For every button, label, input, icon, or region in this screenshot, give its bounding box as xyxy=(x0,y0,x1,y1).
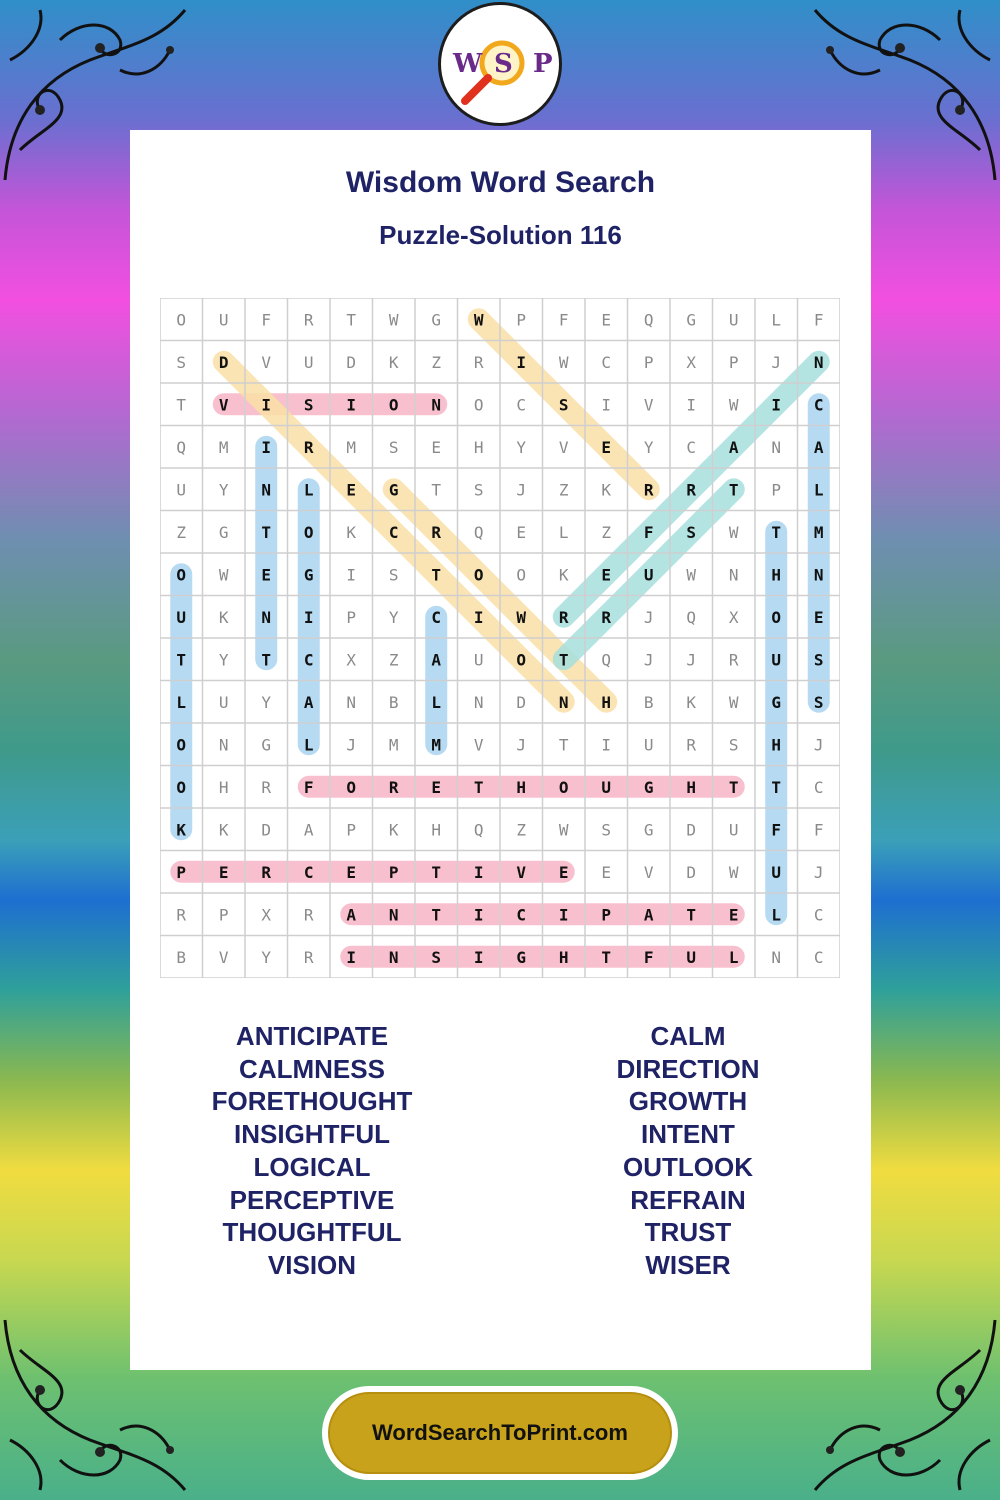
grid-cell-letter: E xyxy=(218,862,229,882)
grid-cell-letter: R xyxy=(601,607,612,627)
grid-cell-letter: G xyxy=(771,692,782,712)
word-list-item: WISER xyxy=(645,1249,731,1280)
grid-cell-letter: T xyxy=(558,650,569,670)
grid-cell-letter: W xyxy=(558,352,569,372)
grid-cell-letter: D xyxy=(686,862,697,882)
grid-cell-letter: P xyxy=(728,352,739,372)
word-list-item: ANTICIPATE xyxy=(235,1021,389,1051)
grid-cell-letter: O xyxy=(346,777,357,797)
grid-cell-letter: N xyxy=(388,905,399,925)
page-title: Wisdom Word Search xyxy=(345,166,656,199)
grid-cell-letter: J xyxy=(771,352,782,372)
grid-cell-letter: H xyxy=(601,692,612,712)
grid-cell-letter: C xyxy=(516,905,527,925)
grid-cell-letter: T xyxy=(728,777,739,797)
grid-cell-letter: Y xyxy=(388,607,399,627)
grid-cell-letter: I xyxy=(473,947,484,967)
grid-cell-letter: Q xyxy=(601,650,612,670)
grid-cell-letter: U xyxy=(643,735,654,755)
grid-cell-letter: G xyxy=(303,565,314,585)
grid-cell-letter: N xyxy=(813,352,824,372)
grid-cell-letter: V xyxy=(558,437,569,457)
grid-cell-letter: S xyxy=(431,947,442,967)
grid-cell-letter: T xyxy=(771,777,782,797)
logo-letter-s: S xyxy=(494,49,513,79)
grid-cell-letter: T xyxy=(261,522,272,542)
grid-cell-letter: Q xyxy=(643,310,654,330)
grid-cell-letter: D xyxy=(261,820,272,840)
grid-cell-letter: F xyxy=(643,947,654,967)
grid-cell-letter: U xyxy=(771,862,782,882)
grid-canvas xyxy=(160,298,840,978)
grid-cell-letter: Y xyxy=(218,480,229,500)
grid-cell-letter: R xyxy=(558,607,569,627)
grid-cell-letter: O xyxy=(771,607,782,627)
grid-cell-letter: R xyxy=(431,522,442,542)
word-list-item: CALMNESS xyxy=(239,1053,385,1084)
wsp-logo xyxy=(438,2,562,126)
word-list-item: INSIGHTFUL xyxy=(234,1119,390,1150)
grid-cell-letter: U xyxy=(218,310,229,330)
grid-cell-letter: E xyxy=(601,862,612,882)
grid-cell-letter: C xyxy=(516,395,527,415)
grid-cell-letter: S xyxy=(176,352,187,372)
grid-cell-letter: U xyxy=(686,947,697,967)
grid-cell-letter: N xyxy=(771,947,782,967)
grid-cell-letter: T xyxy=(473,777,484,797)
grid-cell-letter: L xyxy=(771,905,782,925)
word-list-item: DIRECTION xyxy=(616,1053,760,1084)
grid-cell-letter: I xyxy=(261,437,272,457)
grid-cell-letter: Q xyxy=(176,437,187,457)
grid-cell-letter: J xyxy=(516,480,527,500)
word-list-item: GROWTH xyxy=(628,1086,748,1117)
grid-cell-letter: V xyxy=(643,395,654,415)
grid-cell-letter: B xyxy=(643,692,654,712)
grid-cell-letter: W xyxy=(686,565,697,585)
grid-cell-letter: U xyxy=(643,565,654,585)
grid-cell-letter: F xyxy=(261,310,272,330)
grid-cell-letter: N xyxy=(261,480,272,500)
grid-cell-letter: U xyxy=(473,650,484,670)
grid-cell-letter: E xyxy=(558,862,569,882)
grid-cell-letter: R xyxy=(261,777,272,797)
grid-cell-letter: N xyxy=(218,735,229,755)
grid-cell-letter: P xyxy=(176,862,187,882)
grid-cell-letter: E xyxy=(601,437,612,457)
grid-cell-letter: R xyxy=(728,650,739,670)
grid-cell-letter: D xyxy=(346,352,357,372)
grid-cell-letter: G xyxy=(516,947,527,967)
grid-cell-letter: I xyxy=(516,352,527,372)
grid-cell-letter: K xyxy=(176,820,187,840)
word-list-item: TRUST xyxy=(644,1217,732,1248)
grid-cell-letter: U xyxy=(728,820,739,840)
grid-cell-letter: S xyxy=(813,692,824,712)
grid-cell-letter: K xyxy=(388,352,399,372)
grid-cell-letter: N xyxy=(261,607,272,627)
grid-cell-letter: V xyxy=(516,862,527,882)
grid-cell-letter: N xyxy=(346,692,357,712)
grid-cell-letter: S xyxy=(728,735,739,755)
grid-cell-letter: W xyxy=(728,395,739,415)
grid-cell-letter: J xyxy=(643,607,654,627)
grid-cell-letter: R xyxy=(303,947,314,967)
grid-cell-letter: H xyxy=(558,947,569,967)
grid-cell-letter: I xyxy=(346,565,357,585)
grid-cell-letter: T xyxy=(558,735,569,755)
grid-cell-letter: Z xyxy=(516,820,527,840)
puzzle-card xyxy=(130,130,871,1370)
grid-cell-letter: R xyxy=(686,480,697,500)
grid-cell-letter: G xyxy=(431,310,442,330)
grid-cell-letter: I xyxy=(473,862,484,882)
grid-cell-letter: X xyxy=(346,650,357,670)
grid-cell-letter: F xyxy=(771,820,782,840)
grid-cell-letter: Y xyxy=(516,437,527,457)
grid-cell-letter: H xyxy=(686,777,697,797)
grid-cell-letter: R xyxy=(176,905,187,925)
grid-cell-letter: Q xyxy=(473,820,484,840)
grid-cell-letter: W xyxy=(516,607,527,627)
grid-cell-letter: Y xyxy=(261,947,272,967)
grid-cell-letter: M xyxy=(388,735,399,755)
grid-cell-letter: V xyxy=(643,862,654,882)
grid-cell-letter: F xyxy=(558,310,569,330)
grid-cell-letter: F xyxy=(643,522,654,542)
grid-cell-letter: S xyxy=(601,820,612,840)
grid-cell-letter: H xyxy=(771,735,782,755)
grid-cell-letter: O xyxy=(558,777,569,797)
grid-cell-letter: L xyxy=(303,735,314,755)
grid-cell-letter: S xyxy=(388,437,399,457)
grid-cell-letter: E xyxy=(601,310,612,330)
grid-cell-letter: B xyxy=(388,692,399,712)
grid-cell-letter: I xyxy=(346,947,357,967)
grid-cell-letter: G xyxy=(261,735,272,755)
grid-cell-letter: E xyxy=(516,522,527,542)
grid-cell-letter: F xyxy=(813,820,824,840)
word-list-right xyxy=(523,1020,853,1282)
grid-cell-letter: M xyxy=(431,735,442,755)
grid-cell-letter: A xyxy=(728,437,739,457)
grid-cell-letter: N xyxy=(388,947,399,967)
grid-cell-letter: D xyxy=(218,352,229,372)
grid-cell-letter: O xyxy=(516,565,527,585)
grid-cell-letter: C xyxy=(813,947,824,967)
grid-cell-letter: O xyxy=(388,395,399,415)
word-list-item: VISION xyxy=(267,1249,357,1280)
grid-cell-letter: H xyxy=(431,820,442,840)
grid-cell-letter: R xyxy=(388,777,399,797)
grid-cell-letter: T xyxy=(771,522,782,542)
grid-cell-letter: P xyxy=(771,480,782,500)
grid-cell-letter: Q xyxy=(686,607,697,627)
grid-cell-letter: J xyxy=(346,735,357,755)
grid-cell-letter: I xyxy=(686,395,697,415)
grid-cell-letter: A xyxy=(303,820,314,840)
grid-cell-letter: G xyxy=(218,522,229,542)
site-link-text: WordSearchToPrint.com xyxy=(372,1420,628,1445)
grid-cell-letter: E xyxy=(601,565,612,585)
word-list-item: THOUGHTFUL xyxy=(222,1217,402,1248)
grid-cell-letter: N xyxy=(558,692,569,712)
grid-cell-letter: J xyxy=(686,650,697,670)
grid-cell-letter: O xyxy=(303,522,314,542)
grid-cell-letter: P xyxy=(218,905,229,925)
grid-cell-letter: P xyxy=(346,820,357,840)
grid-cell-letter: T xyxy=(431,905,442,925)
grid-cell-letter: N xyxy=(813,565,824,585)
grid-cell-letter: I xyxy=(303,607,314,627)
word-list-item: INTENT xyxy=(641,1119,735,1150)
grid-cell-letter: O xyxy=(176,310,187,330)
grid-cell-letter: L xyxy=(728,947,739,967)
grid-cell-letter: I xyxy=(771,395,782,415)
grid-cell-letter: C xyxy=(388,522,399,542)
grid-cell-letter: I xyxy=(558,905,569,925)
grid-cell-letter: P xyxy=(643,352,654,372)
grid-cell-letter: M xyxy=(218,437,229,457)
grid-cell-letter: Y xyxy=(218,650,229,670)
grid-cell-letter: S xyxy=(813,650,824,670)
grid-cell-letter: I xyxy=(601,735,612,755)
grid-cell-letter: C xyxy=(686,437,697,457)
grid-cell-letter: F xyxy=(813,310,824,330)
grid-cell-letter: L xyxy=(303,480,314,500)
word-list-left xyxy=(147,1020,477,1282)
grid-cell-letter: I xyxy=(346,395,357,415)
grid-cell-letter: N xyxy=(728,565,739,585)
grid-cell-letter: E xyxy=(261,565,272,585)
grid-cell-letter: Y xyxy=(643,437,654,457)
grid-cell-letter: Y xyxy=(261,692,272,712)
grid-cell-letter: E xyxy=(346,862,357,882)
word-list-item: REFRAIN xyxy=(630,1184,746,1215)
grid-cell-letter: M xyxy=(346,437,357,457)
grid-cell-letter: W xyxy=(728,522,739,542)
grid-cell-letter: K xyxy=(388,820,399,840)
grid-cell-letter: W xyxy=(388,310,399,330)
grid-cell-letter: T xyxy=(346,310,357,330)
grid-cell-letter: U xyxy=(176,480,187,500)
grid-cell-letter: C xyxy=(303,862,314,882)
grid-cell-letter: V xyxy=(218,395,229,415)
grid-cell-letter: P xyxy=(516,310,527,330)
grid-cell-letter: J xyxy=(813,735,824,755)
grid-cell-letter: C xyxy=(813,777,824,797)
grid-cell-letter: E xyxy=(813,607,824,627)
grid-cell-letter: I xyxy=(473,607,484,627)
grid-cell-letter: K xyxy=(558,565,569,585)
grid-cell-letter: F xyxy=(303,777,314,797)
grid-cell-letter: L xyxy=(176,692,187,712)
word-list-item: CALM xyxy=(650,1021,726,1051)
grid-cell-letter: R xyxy=(473,352,484,372)
grid-cell-letter: W xyxy=(558,820,569,840)
grid-cell-letter: V xyxy=(261,352,272,372)
grid-cell-letter: Z xyxy=(388,650,399,670)
grid-cell-letter: C xyxy=(813,905,824,925)
grid-cell-letter: J xyxy=(813,862,824,882)
grid-cell-letter: E xyxy=(431,777,442,797)
grid-cell-letter: S xyxy=(303,395,314,415)
word-list-item: OUTLOOK xyxy=(623,1151,753,1182)
grid-cell-letter: S xyxy=(473,480,484,500)
grid-cell-letter: T xyxy=(431,862,442,882)
grid-cell-letter: S xyxy=(558,395,569,415)
grid-cell-letter: U xyxy=(728,310,739,330)
grid-cell-letter: E xyxy=(431,437,442,457)
grid-cell-letter: L xyxy=(771,310,782,330)
grid-cell-letter: H xyxy=(516,777,527,797)
grid-cell-letter: C xyxy=(601,352,612,372)
word-search-grid xyxy=(160,298,840,978)
grid-cell-letter: J xyxy=(643,650,654,670)
grid-cell-letter: R xyxy=(303,310,314,330)
grid-cell-letter: M xyxy=(813,522,824,542)
grid-cell-letter: U xyxy=(176,607,187,627)
grid-cell-letter: W xyxy=(728,862,739,882)
grid-cell-letter: U xyxy=(303,352,314,372)
grid-cell-letter: T xyxy=(686,905,697,925)
grid-cell-letter: G xyxy=(643,777,654,797)
grid-cell-letter: O xyxy=(176,777,187,797)
grid-cell-letter: T xyxy=(601,947,612,967)
grid-cell-letter: D xyxy=(686,820,697,840)
grid-cell-letter: G xyxy=(388,480,399,500)
grid-cell-letter: O xyxy=(473,565,484,585)
site-link-button[interactable] xyxy=(322,1386,678,1480)
grid-cell-letter: U xyxy=(218,692,229,712)
grid-cell-letter: S xyxy=(388,565,399,585)
grid-cell-letter: A xyxy=(346,905,357,925)
grid-cell-letter: U xyxy=(601,777,612,797)
grid-cell-letter: L xyxy=(431,692,442,712)
grid-cell-letter: P xyxy=(346,607,357,627)
grid-cell-letter: C xyxy=(303,650,314,670)
grid-cell-letter: K xyxy=(218,607,229,627)
grid-cell-letter: Z xyxy=(558,480,569,500)
logo-letter-w: W xyxy=(453,49,483,79)
grid-cell-letter: X xyxy=(261,905,272,925)
grid-cell-letter: G xyxy=(686,310,697,330)
grid-cell-letter: E xyxy=(728,905,739,925)
grid-cell-letter: W xyxy=(473,310,484,330)
grid-cell-letter: U xyxy=(771,650,782,670)
grid-cell-letter: C xyxy=(813,395,824,415)
grid-cell-letter: I xyxy=(601,395,612,415)
grid-cell-letter: K xyxy=(686,692,697,712)
grid-cell-letter: L xyxy=(558,522,569,542)
grid-cell-letter: A xyxy=(303,692,314,712)
grid-cell-letter: K xyxy=(601,480,612,500)
grid-cell-letter: T xyxy=(431,480,442,500)
word-list-item: FORETHOUGHT xyxy=(211,1086,413,1117)
grid-cell-letter: X xyxy=(728,607,739,627)
grid-cell-letter: H xyxy=(218,777,229,797)
grid-cell-letter: O xyxy=(473,395,484,415)
word-list-item: PERCEPTIVE xyxy=(229,1184,395,1215)
grid-cell-letter: O xyxy=(516,650,527,670)
grid-cell-letter: W xyxy=(728,692,739,712)
grid-cell-letter: Z xyxy=(176,522,187,542)
grid-cell-letter: T xyxy=(728,480,739,500)
grid-cell-letter: L xyxy=(813,480,824,500)
grid-cell-letter: H xyxy=(771,565,782,585)
grid-cell-letter: Z xyxy=(431,352,442,372)
grid-cell-letter: A xyxy=(813,437,824,457)
grid-cell-letter: S xyxy=(686,522,697,542)
grid-cell-letter: D xyxy=(516,692,527,712)
grid-cell-letter: V xyxy=(473,735,484,755)
grid-cell-letter: T xyxy=(261,650,272,670)
grid-cell-letter: W xyxy=(218,565,229,585)
grid-cell-letter: T xyxy=(431,565,442,585)
grid-cell-letter: E xyxy=(346,480,357,500)
grid-cell-letter: A xyxy=(643,905,654,925)
grid-cell-letter: R xyxy=(686,735,697,755)
grid-cell-letter: R xyxy=(303,437,314,457)
grid-cell-letter: C xyxy=(431,607,442,627)
logo-letter-p: P xyxy=(533,49,553,79)
grid-cell-letter: R xyxy=(643,480,654,500)
grid-cell-letter: R xyxy=(303,905,314,925)
grid-cell-letter: K xyxy=(346,522,357,542)
grid-cell-letter: P xyxy=(388,862,399,882)
grid-cell-letter: Z xyxy=(601,522,612,542)
grid-cell-letter: G xyxy=(643,820,654,840)
grid-cell-letter: N xyxy=(771,437,782,457)
grid-cell-letter: N xyxy=(431,395,442,415)
grid-cell-letter: H xyxy=(473,437,484,457)
grid-cell-letter: T xyxy=(176,395,187,415)
grid-cell-letter: I xyxy=(261,395,272,415)
grid-cell-letter: I xyxy=(473,905,484,925)
grid-cell-letter: B xyxy=(176,947,187,967)
page-subtitle: Puzzle-Solution 116 xyxy=(379,220,622,250)
grid-cell-letter: P xyxy=(601,905,612,925)
grid-cell-letter: R xyxy=(261,862,272,882)
grid-cell-letter: V xyxy=(218,947,229,967)
grid-cell-letter: O xyxy=(176,735,187,755)
grid-cell-letter: X xyxy=(686,352,697,372)
grid-cell-letter: K xyxy=(218,820,229,840)
grid-cell-letter: J xyxy=(516,735,527,755)
grid-cell-letter: Q xyxy=(473,522,484,542)
grid-cell-letter: O xyxy=(176,565,187,585)
word-list-item: LOGICAL xyxy=(253,1151,371,1182)
grid-cell-letter: T xyxy=(176,650,187,670)
grid-cell-letter: A xyxy=(431,650,442,670)
grid-cell-letter: N xyxy=(473,692,484,712)
